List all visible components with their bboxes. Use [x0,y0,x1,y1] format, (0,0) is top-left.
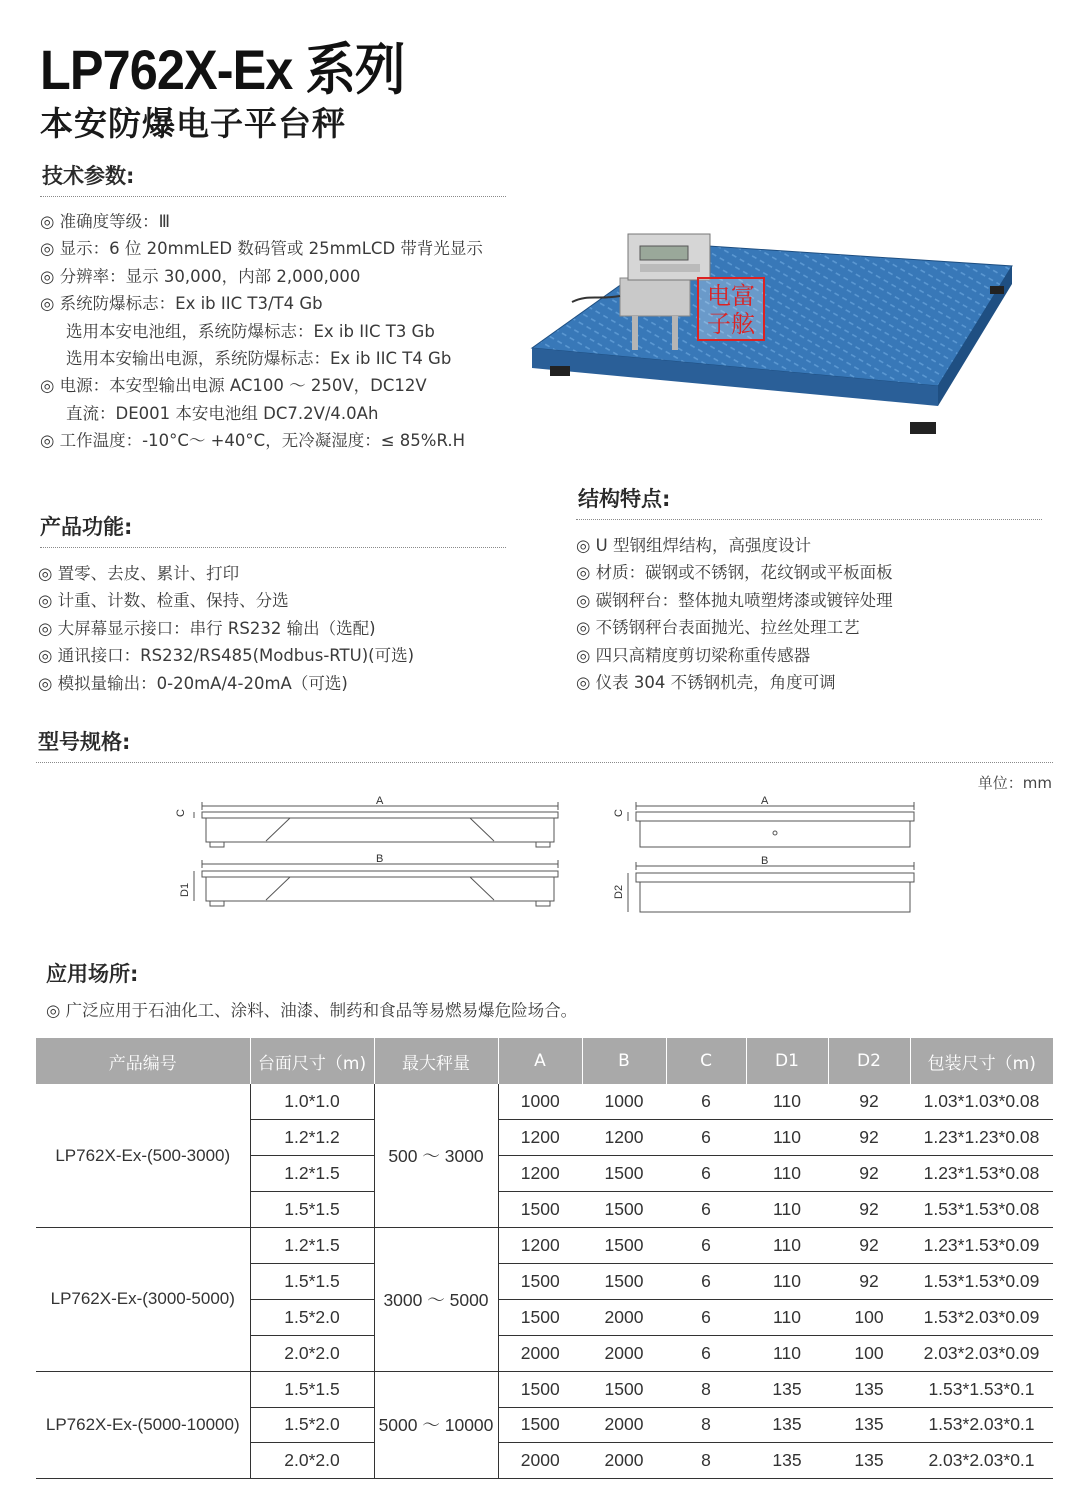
platform-scale-image [528,226,1016,441]
table-row: LP762X-Ex-(500-3000) 1.0*1.0 500 ～ 3000 1000 1000 6 110 92 1.03*1.03*0.08 [36,1084,1053,1120]
dim-label-b: B [376,853,384,865]
structure-line: ◎ 碳钢秤台：整体抛丸喷塑烤漆或镀锌处理 [576,590,893,610]
table-row: 1.5*1.5 1500 1500 6 110 92 1.53*1.53*0.09 [36,1263,1053,1299]
tech-line: ◎ 系统防爆标志：Ex ib IIC T3/T4 Gb [40,294,323,314]
dim-label-d2: D2 [613,884,625,899]
function-line: ◎ 通讯接口：RS232/RS485(Modbus-RTU)(可选) [38,646,415,666]
unit-label: 单位：mm [977,774,1052,792]
tech-heading: 技术参数: [42,164,135,188]
table-row: 2.0*2.0 2000 2000 8 135 135 2.03*2.03*0.1 [36,1443,1053,1479]
structure-line: ◎ 不锈钢秤台表面抛光、拉丝处理工艺 [576,618,860,638]
col-header: A [498,1038,582,1084]
table-header-row [36,1038,1053,1084]
functions-divider [40,547,506,548]
table-row: 1.2*1.2 1200 1200 6 110 92 1.23*1.23*0.08 [36,1120,1053,1156]
dim-label-c: C [175,809,187,817]
structure-heading: 结构特点: [578,487,671,511]
model-cell: LP762X-Ex-(500-3000) [36,1084,250,1228]
function-line: ◎ 大屏幕显示接口：串行 RS232 输出（选配) [38,618,376,638]
function-line: ◎ 置零、去皮、累计、打印 [38,564,240,583]
structure-line: ◎ 仪表 304 不锈钢机壳，角度可调 [576,673,836,693]
range-cell: 500 ～ 3000 [374,1084,498,1228]
col-header: 包装尺寸（m) [910,1038,1053,1084]
table-row: 2.0*2.0 2000 2000 6 110 100 2.03*2.03*0.09 [36,1335,1053,1371]
structure-list [576,532,893,696]
models-divider [36,762,1053,763]
table-row: LP762X-Ex-(3000-5000) 1.2*1.5 3000 ～ 5000 1200 1500 6 110 92 1.23*1.53*0.09 [36,1228,1053,1264]
model-cell: LP762X-Ex-(5000-10000) [36,1371,250,1479]
tech-line: 直流：DE001 本安电池组 DC7.2V/4.0Ah [66,403,379,423]
spec-table [36,1038,1053,1479]
col-header: 台面尺寸（m) [250,1038,374,1084]
structure-line: ◎ 四只高精度剪切梁称重传感器 [576,645,811,665]
dimension-diagram [170,793,930,923]
page-subtitle: 本安防爆电子平台秤 [40,104,346,143]
dim-label-a: A [376,795,384,807]
page-title: LP762X-Ex 系列 [40,38,405,101]
application-heading: 应用场所: [46,962,139,986]
tech-line: ◎ 分辨率：显示 30,000，内部 2,000,000 [40,266,361,286]
tech-line: 选用本安输出电源，系统防爆标志：Ex ib IIC T4 Gb [66,349,452,369]
table-row: 1.5*2.0 1500 2000 6 110 100 1.53*2.03*0.09 [36,1299,1053,1335]
function-line: ◎ 计重、计数、检重、保持、分选 [38,591,289,611]
dim-label-a2: A [761,795,769,807]
col-header: 最大秤量 [374,1038,498,1084]
tech-line: ◎ 电源：本安型输出电源 AC100 ～ 250V，DC12V [40,376,427,396]
range-cell: 5000 ～ 10000 [374,1371,498,1479]
table-row: 1.2*1.5 1200 1500 6 110 92 1.23*1.53*0.08 [36,1156,1053,1192]
col-header: D1 [746,1038,828,1084]
col-header: D2 [828,1038,910,1084]
col-header: B [582,1038,666,1084]
functions-list [38,560,414,697]
col-header: C [666,1038,746,1084]
tech-list [40,208,483,455]
table-row: LP762X-Ex-(5000-10000) 1.5*1.5 5000 ～ 10000 1500 1500 8 135 135 1.53*1.53*0.1 [36,1371,1053,1407]
tech-line: ◎ 准确度等级：Ⅲ [40,212,171,231]
dim-label-c2: C [613,809,625,817]
col-header: 产品编号 [36,1038,250,1084]
tech-line: ◎ 显示：6 位 20mmLED 数码管或 25mmLCD 带背光显示 [40,239,483,259]
dim-label-d1: D1 [179,882,191,897]
function-line: ◎ 模拟量输出：0-20mA/4-20mA（可选) [38,673,348,693]
structure-divider [576,519,1042,520]
tech-divider [40,196,506,197]
dim-label-b2: B [761,855,769,867]
range-cell: 3000 ～ 5000 [374,1228,498,1372]
tech-line: 选用本安电池组，系统防爆标志：Ex ib IIC T3 Gb [66,321,435,341]
application-text: ◎ 广泛应用于石油化工、涂料、油漆、制药和食品等易燃易爆危险场合。 [46,1001,578,1020]
model-cell: LP762X-Ex-(3000-5000) [36,1228,250,1372]
table-row: 1.5*2.0 1500 2000 8 135 135 1.53*2.03*0.1 [36,1407,1053,1443]
functions-heading: 产品功能: [40,515,133,539]
seal-stamp: 电富 子舷 [697,277,765,341]
structure-line: ◎ U 型钢组焊结构，高强度设计 [576,536,811,555]
tech-line: ◎ 工作温度：-10°C～ +40°C，无冷凝湿度：≤ 85%R.H [40,431,465,451]
structure-line: ◎ 材质：碳钢或不锈钢，花纹钢或平板面板 [576,563,893,583]
table-row: 1.5*1.5 1500 1500 6 110 92 1.53*1.53*0.08 [36,1192,1053,1228]
models-heading: 型号规格: [38,730,131,754]
